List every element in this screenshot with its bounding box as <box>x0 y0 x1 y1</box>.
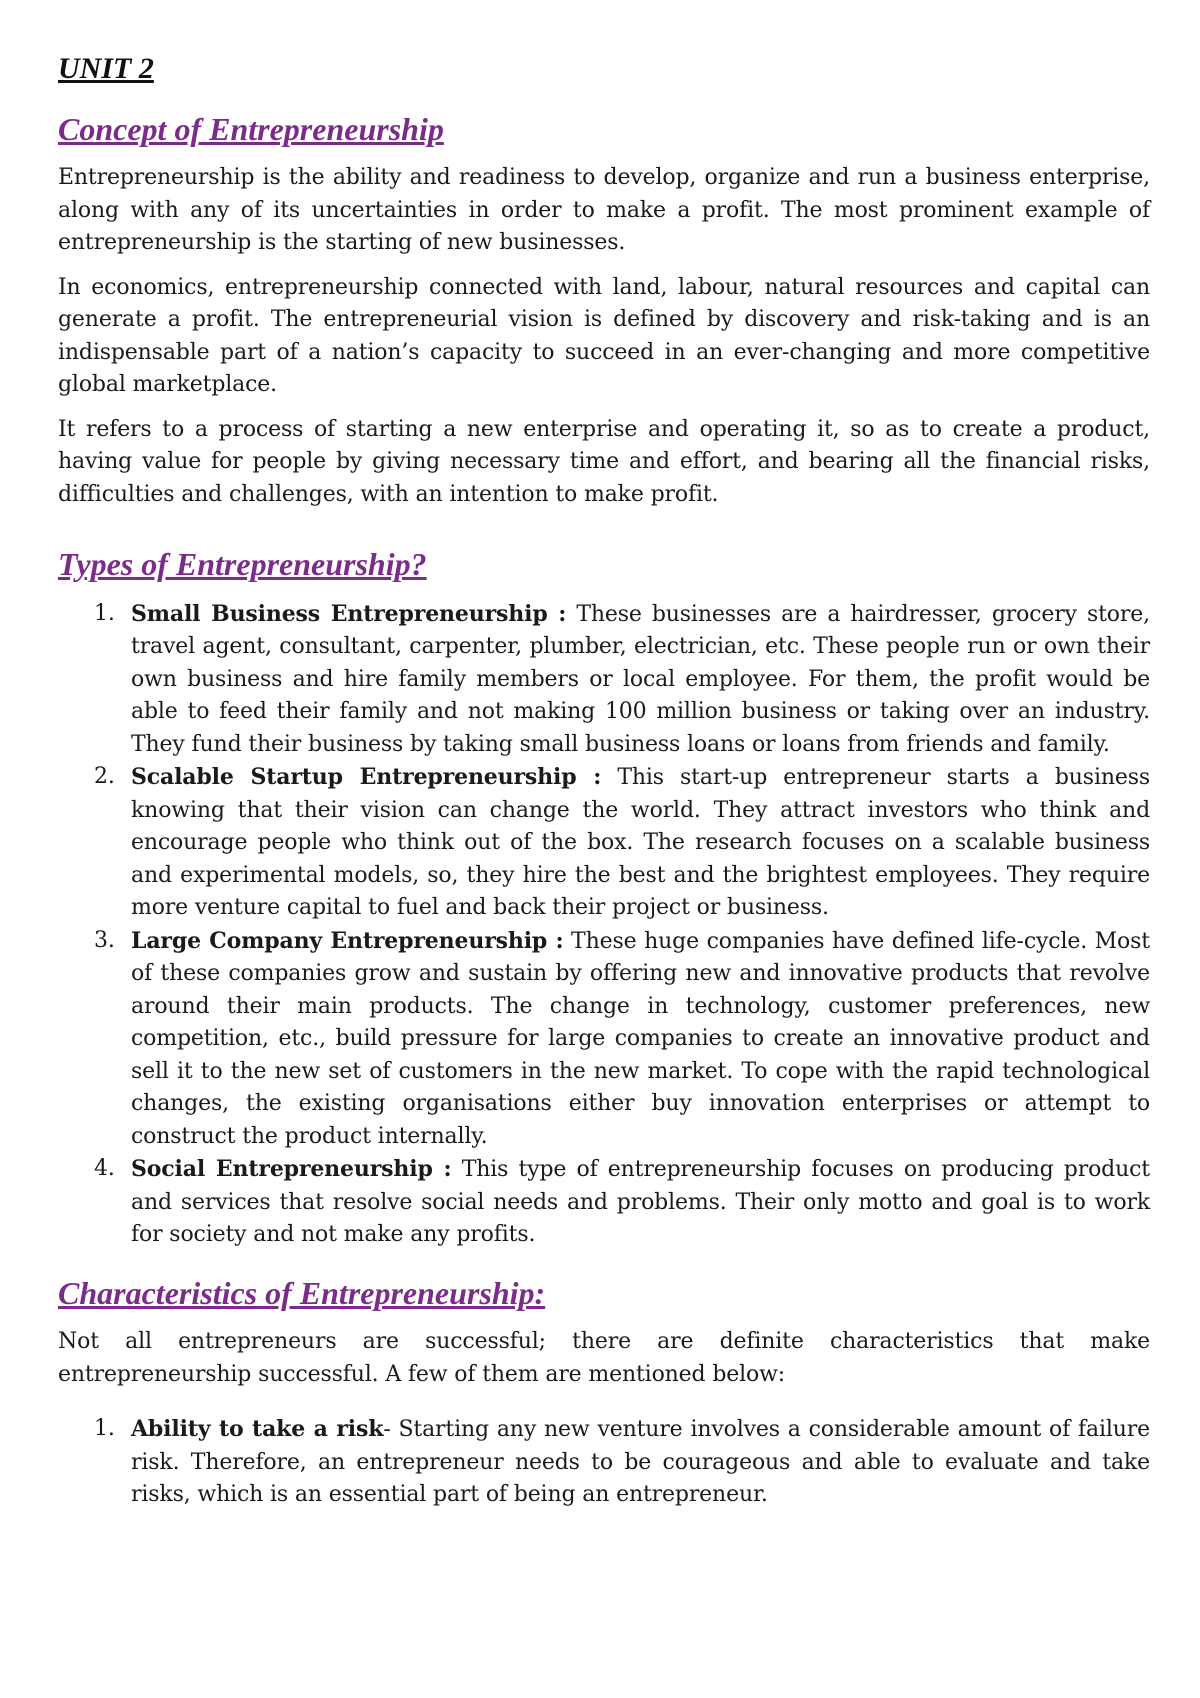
list-item <box>58 761 1150 925</box>
list-number: 3. <box>94 927 115 953</box>
list-item <box>58 1413 1150 1512</box>
list-number: 1. <box>94 600 115 626</box>
list-text: These businesses are a hairdresser, grocery store, travel agent, consultant, carpenter, plumber, electrician, etc. These people run or own their own business and hire family members or local employee. For them, the profit would be able to feed their family and not making 100 million business or taking over an industry. They fund their business by taking small business loans or loans from friends and family. <box>131 601 1150 757</box>
characteristics-list <box>58 1413 1150 1512</box>
list-term: Ability to take a risk <box>131 1416 384 1443</box>
types-list <box>58 598 1150 1252</box>
list-term: Large Company Entrepreneurship : <box>131 927 564 954</box>
concept-heading: Concept of Entrepreneurship <box>58 111 444 147</box>
characteristics-heading: Characteristics of Entrepreneurship: <box>58 1274 546 1311</box>
list-text: This start-up entrepreneur starts a business knowing that their vision can change the world. They attract investors who think and encourage people who think out of the box. The research focuses on a scalable business and experimental models, so, they hire the best and the brightest employees. They require more venture capital to fuel and back their project or business. <box>131 765 1151 921</box>
list-item <box>58 598 1150 762</box>
types-heading: Types of Entrepreneurship? <box>58 546 427 583</box>
document-page <box>58 52 1150 1512</box>
list-term: Small Business Entrepreneurship : <box>131 600 567 627</box>
characteristics-intro: Not all entrepreneurs are successful; there are definite characteristics that make entrepreneurship successful. A few of them are mentioned below: <box>58 1329 1150 1387</box>
concept-paragraph-2: In economics, entrepreneurship connected with land, labour, natural resources and capital can generate a profit. The entrepreneurial vision is defined by discovery and risk-taking and is an indispensable part of a nation’s capacity to succeed in an ever-changing and more competitive global marketplace. <box>58 274 1150 398</box>
list-number: 2. <box>94 764 115 790</box>
unit-title: UNIT 2 <box>58 52 154 85</box>
list-number: 1. <box>94 1416 115 1442</box>
concept-paragraph-3: It refers to a process of starting a new enterprise and operating it, so as to create a product, having value for people by giving necessary time and effort, and bearing all the financial risks, difficulties and challenges, with an intention to make profit. <box>58 416 1150 507</box>
list-item <box>58 1153 1150 1252</box>
list-text: These huge companies have defined life-cycle. Most of these companies grow and sustain by offering new and innovative products that revolve around their main products. The change in technology, customer preferences, new competition, etc., build pressure for large companies to create an innovative product and sell it to the new set of customers in the new market. To cope with the rapid technological changes, the existing organisations either buy innovation enterprises or attempt to construct the product internally. <box>131 928 1150 1149</box>
list-term: Scalable Startup Entrepreneurship : <box>131 764 602 791</box>
concept-paragraph-1: Entrepreneurship is the ability and readiness to develop, organize and run a business enterprise, along with any of its uncertainties in order to make a profit. The most prominent example of entrepreneurship is the starting of new businesses. <box>58 165 1150 256</box>
list-text: - Starting any new venture involves a considerable amount of failure risk. Therefore, an entrepreneur needs to be courageous and able to evaluate and take risks, which is an essential part of being an entrepreneur. <box>131 1417 1150 1508</box>
list-term: Social Entrepreneurship : <box>131 1156 452 1183</box>
list-text: This type of entrepreneurship focuses on producing product and services that resolve social needs and problems. Their only motto and goal is to work for society and not make any profits. <box>131 1157 1150 1248</box>
list-number: 4. <box>94 1156 115 1182</box>
list-item <box>58 925 1150 1154</box>
